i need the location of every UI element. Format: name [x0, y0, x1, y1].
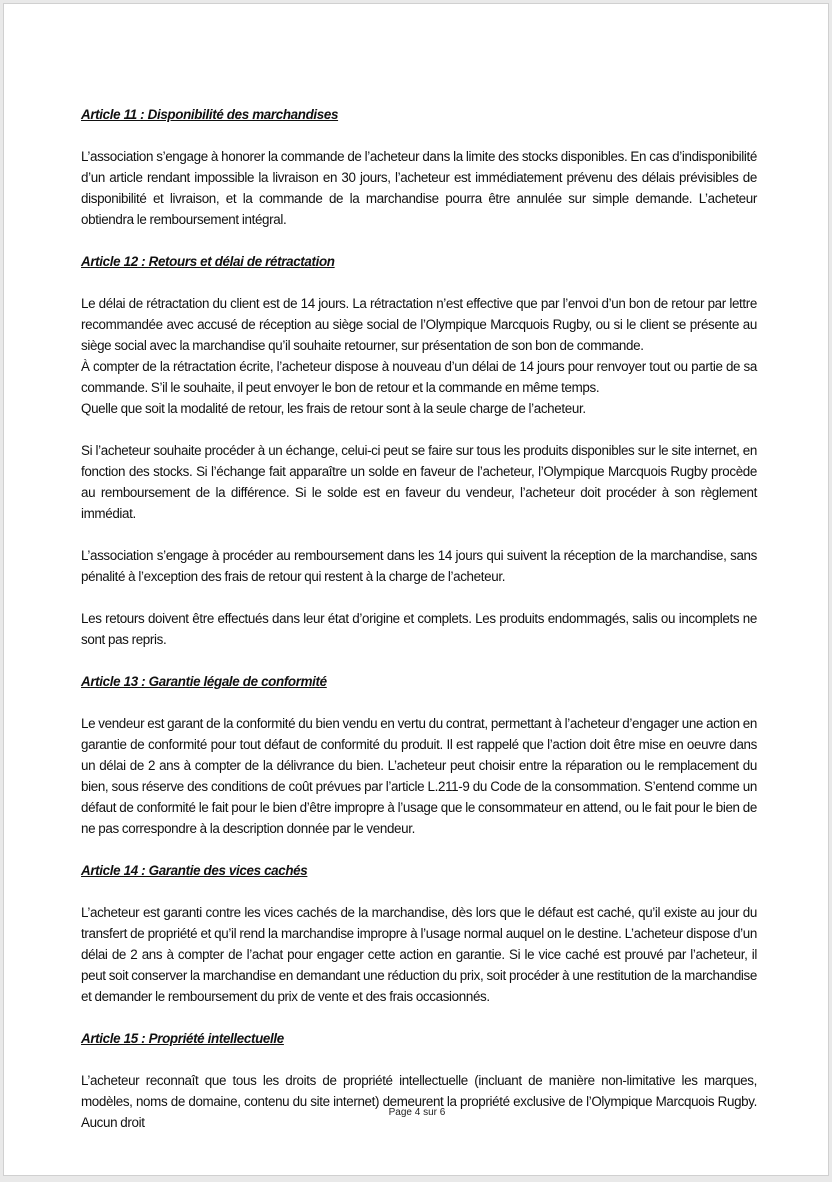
article-heading: Article 13 : Garantie légale de conformité	[81, 674, 327, 689]
document-page	[3, 3, 829, 1176]
article-heading: Article 11 : Disponibilité des marchandises	[81, 107, 339, 122]
article-paragraph: Si l’acheteur souhaite procéder à un échange, celui-ci peut se faire sur tous les produits disponibles sur le site internet, en fonction des stocks. Si l’échange fait apparaître un solde en faveur de l’acheteur, l’Olympique Marcquois Rugby procède au remboursement de la différence. Si le solde est en faveur du vendeur, l’acheteur doit procéder à son règlement immédiat.	[81, 443, 757, 521]
article-paragraph: L’acheteur est garanti contre les vices cachés de la marchandise, dès lors que le défaut est caché, qu’il existe au jour du transfert de propriété et qu’il rend la marchandise impropre à l’usage normal auquel on le destine. L’acheteur dispose d’un délai de 2 ans à compter de l’achat pour engager cette action en garantie. Si le vice caché est prouvé par l’acheteur, il peut soit conserver la marchandise en demandant une réduction du prix, soit procéder à une restitution de la marchandise et demander le remboursement du prix de vente et des frais occasionnés.	[81, 905, 757, 1004]
page-content	[81, 104, 757, 1154]
article-heading: Article 14 : Garantie des vices cachés	[81, 863, 308, 878]
article-heading: Article 12 : Retours et délai de rétractation	[81, 254, 335, 269]
article-paragraph: Les retours doivent être effectués dans leur état d’origine et complets. Les produits endommagés, salis ou incomplets ne sont pas repris.	[81, 611, 757, 647]
article-paragraph: Le vendeur est garant de la conformité du bien vendu en vertu du contrat, permettant à l’acheteur d’engager une action en garantie de conformité pour tout défaut de conformité du produit. Il est rappelé que l’action doit être mise en oeuvre dans un délai de 2 ans à compter de la délivrance du bien. L’acheteur peut choisir entre la réparation ou le remplacement du bien, sous réserve des conditions de coût prévues par l’article L.211-9 du Code de la consommation. S’entend comme un défaut de conformité le fait pour le bien d’être impropre à l’usage que le consommateur en attend, ou le fait pour le bien de ne pas correspondre à la description donnée par le vendeur.	[81, 716, 757, 836]
page-number: Page 4 sur 6	[388, 1107, 446, 1118]
article-paragraph: L’acheteur reconnaît que tous les droits de propriété intellectuelle (incluant de manière non-limitative les marques, modèles, noms de domaine, contenu du site internet) demeurent la propriété exclusive de l’Olympique Marcquois Rugby. Aucun droit	[81, 1073, 757, 1130]
article-paragraph: L’association s’engage à honorer la commande de l’acheteur dans la limite des stocks disponibles. En cas d’indisponibilité d’un article rendant impossible la livraison en 30 jours, l’acheteur est immédiatement prévenu des délais prévisibles de disponibilité et livraison, et la commande de la marchandise pourra être annulée sur simple demande. L’acheteur obtiendra le remboursement intégral.	[81, 149, 757, 227]
article-paragraph: L’association s’engage à procéder au remboursement dans les 14 jours qui suivent la réception de la marchandise, sans pénalité à l’exception des frais de retour qui restent à la charge de l’acheteur.	[81, 548, 757, 584]
article-paragraph: À compter de la rétractation écrite, l’acheteur dispose à nouveau d’un délai de 14 jours pour renvoyer tout ou partie de sa commande. S’il le souhaite, il peut envoyer le bon de retour et la commande en même temps.	[81, 359, 757, 395]
article-paragraph: Quelle que soit la modalité de retour, les frais de retour sont à la seule charge de l’acheteur.	[81, 401, 586, 416]
article-heading: Article 15 : Propriété intellectuelle	[81, 1031, 284, 1046]
article-paragraph: Le délai de rétractation du client est de 14 jours. La rétractation n’est effective que par l’envoi d’un bon de retour par lettre recommandée avec accusé de réception au siège social de l’Olympique Marcquois Rugby, ou si le client se présente au siège social avec la marchandise qu’il souhaite retourner, sur présentation de son bon de commande.	[81, 296, 757, 353]
